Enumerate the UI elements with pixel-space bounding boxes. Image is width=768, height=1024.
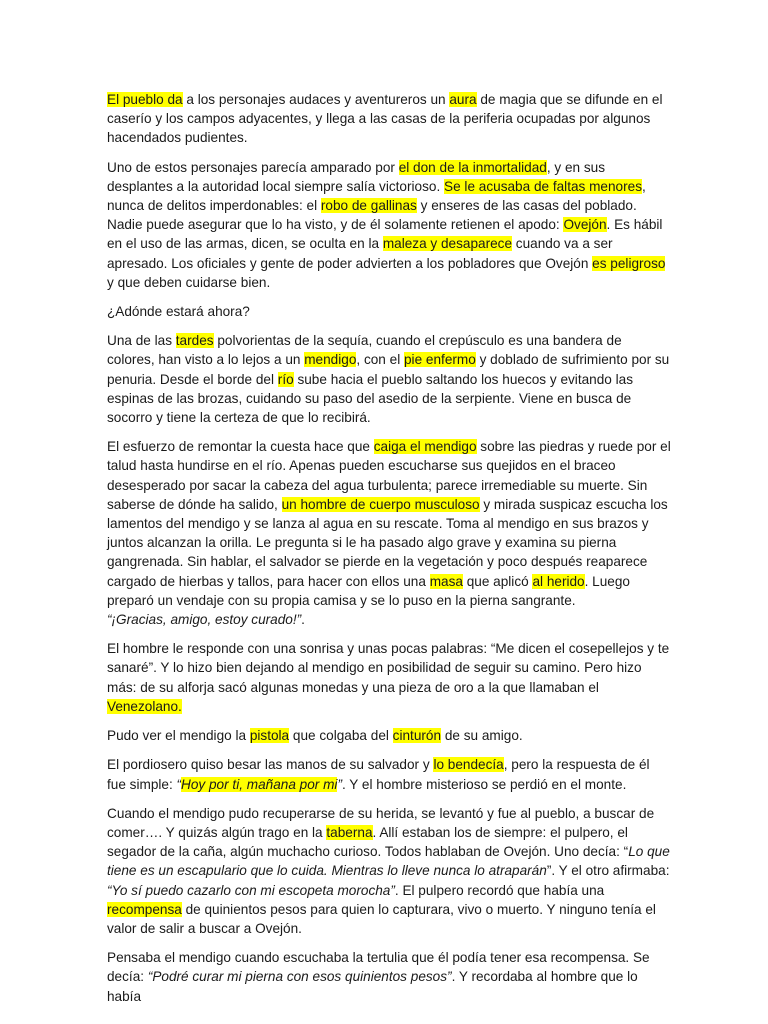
quoted-text: Lo que tiene es un escapulario que lo cuida. Mientras lo lleve nunca lo atraparán	[107, 844, 670, 879]
highlighted-text: cinturón	[392, 728, 442, 744]
paragraph	[107, 948, 672, 1006]
text-run: y que deben cuidarse bien.	[107, 274, 271, 290]
highlighted-text: El pueblo da	[107, 92, 183, 107]
text-run: , y en sus desplantes a la autoridad local siempre salía victorioso.	[107, 159, 606, 194]
text-run: polvorientas de la sequía, cuando el crepúsculo es una bandera de colores, han visto a lo lejos a un	[107, 333, 622, 368]
text-run: El pordiosero quiso besar las manos de su salvador y	[107, 757, 434, 773]
text-run: Pensaba el mendigo cuando escuchaba la tertulia que él podía tener esa recompensa. Se decía:	[107, 950, 650, 985]
text-run: . Luego preparó un vendaje con su propia camisa y se lo puso en la pierna sangrante.	[107, 573, 630, 608]
text-run: Cuando el mendigo pudo recuperarse de su herida, se levantó y fue al pueblo, a buscar de comer…. Y quizás algún trago en la	[107, 805, 655, 840]
highlighted-text: masa	[429, 573, 463, 589]
text-run: Uno de estos personajes parecía amparado por	[107, 159, 399, 175]
highlighted-text: un hombre de cuerpo musculoso	[281, 496, 480, 512]
text-run: y mirada suspicaz escucha los lamentos del mendigo y se lanza al agua en su rescate. Toma al mendigo en sus brazos y juntos alcanzan la orilla. Le pregunta si le ha pasado algo grave y examina su pierna gangrenada. Sin hablar, el salvador se pierde en la vegetación y poco después reaparece cargado de hierbas y tallos, para hacer con ellos una	[107, 496, 668, 589]
paragraph	[107, 437, 672, 629]
text-run: a los personajes audaces y aventureros un	[182, 92, 450, 107]
text-run: . Y recordaba al hombre que lo había	[107, 969, 638, 1004]
quoted-text: “¡Gracias, amigo, estoy curado!”	[107, 612, 302, 628]
paragraph	[107, 726, 672, 745]
highlighted-text: es peligroso	[592, 255, 666, 271]
paragraph	[107, 331, 672, 427]
text-run: de quinientos pesos para quien lo capturara, vivo o muerto. Y ninguno tenía el valor de salir a buscar a Ovejón.	[107, 901, 656, 936]
highlighted-text: robo de gallinas	[320, 198, 417, 214]
highlighted-text: al herido	[532, 573, 585, 589]
highlighted-text: el don de la inmortalidad	[398, 159, 547, 175]
highlighted-text: mendigo	[304, 352, 357, 368]
highlighted-text: Se le acusaba de faltas menores	[444, 178, 643, 194]
text-run: cuando va a ser apresado. Los oficiales y gente de poder advierten a los pobladores que Ovejón	[107, 236, 613, 271]
text-run: de magia que se difunde en el caserío y los campos adyacentes, y llega a las casas de la periferia ocupadas por algunos hacendados pudientes.	[107, 92, 663, 146]
quoted-text: ”	[337, 776, 342, 792]
text-run: , con el	[356, 352, 404, 368]
highlighted-text: maleza y desaparece	[382, 236, 513, 252]
highlighted-text: Ovejón	[563, 217, 607, 233]
highlighted-text: taberna	[326, 824, 373, 840]
text-run: . Allí estaban los de siempre: el pulpero, el segador de la caña, algún muchacho curioso. Todos hablaban de Ovejón. Uno decía: “	[107, 824, 629, 860]
paragraph	[107, 158, 672, 292]
text-run: .	[301, 612, 305, 628]
text-run: , nunca de delitos imperdonables: el	[107, 178, 646, 214]
text-run: . Y el hombre misterioso se perdió en el monte.	[341, 776, 627, 792]
text-run: de su amigo.	[441, 728, 523, 744]
text-run: sube hacia el pueblo saltando los huecos y evitando las espinas de las brozas, cuidando su paso del asedio de la serpiente. Viene en busca de socorro y tiene la certeza de que lo recibirá.	[107, 371, 633, 426]
highlighted-text: aura	[449, 92, 477, 107]
text-run: sobre las piedras y ruede por el talud hasta hundirse en el río. Apenas pueden escucharse sus quejidos en el braceo desesperado por sacar la cabeza del agua turbulenta; parece irremediable su muerte. Sin saberse de dónde ha salido,	[107, 439, 671, 512]
text-run: El hombre le responde con una sonrisa y unas pocas palabras: “Me dicen el cosepellejos y te sanaré”. Y lo hizo bien dejando al mendigo en posibilidad de seguir su camino. Pero hizo más: de su alforja sacó algunas monedas y una pieza de oro a la que llamaban el	[107, 641, 670, 695]
text-run: ”. Y el otro afirmaba:	[546, 863, 670, 879]
highlighted-text: caiga el mendigo	[373, 439, 477, 455]
highlighted-text: tardes	[175, 333, 214, 349]
paragraph	[107, 639, 672, 716]
highlighted-text: pistola	[249, 728, 290, 744]
text-run: . El pulpero recordó que había una	[394, 882, 605, 898]
highlighted-text: Venezolano.	[107, 698, 182, 714]
quoted-text: “	[176, 776, 182, 792]
highlighted-text: lo bendecía	[433, 757, 504, 773]
highlighted-text: recompensa	[107, 901, 182, 917]
paragraph	[107, 755, 672, 793]
text-run: y enseres de las casas del poblado. Nadie puede asegurar que lo ha visto, y de él solamente retienen el apodo:	[107, 198, 637, 233]
highlighted-text: río	[277, 371, 294, 387]
paragraph	[107, 804, 672, 938]
highlighted-text: pie enfermo	[404, 352, 476, 368]
text-run: El esfuerzo de remontar la cuesta hace que	[107, 439, 374, 455]
text-run: y doblado de sufrimiento por su penuria. Desde el borde del	[107, 352, 670, 387]
text-run: . Es hábil en el uso de las armas, dicen, se oculta en la	[107, 217, 663, 252]
paragraph	[107, 90, 672, 148]
paragraph	[107, 302, 672, 321]
text-run: que aplicó	[462, 573, 533, 589]
highlighted-text: Hoy por ti, mañana por mi	[181, 776, 338, 792]
text-run: , pero la respuesta de él fue simple:	[107, 757, 650, 792]
quoted-text: “Yo sí puedo cazarlo con mi escopeta morocha”	[107, 882, 395, 898]
text-run: ¿Adónde estará ahora?	[107, 304, 250, 320]
text-run: que colgaba del	[289, 728, 393, 744]
document-body	[107, 90, 672, 1006]
text-run: Pudo ver el mendigo la	[107, 728, 250, 744]
quoted-text: “Podré curar mi pierna con esos quinientos pesos”	[147, 969, 452, 985]
text-run: Una de las	[107, 333, 176, 349]
